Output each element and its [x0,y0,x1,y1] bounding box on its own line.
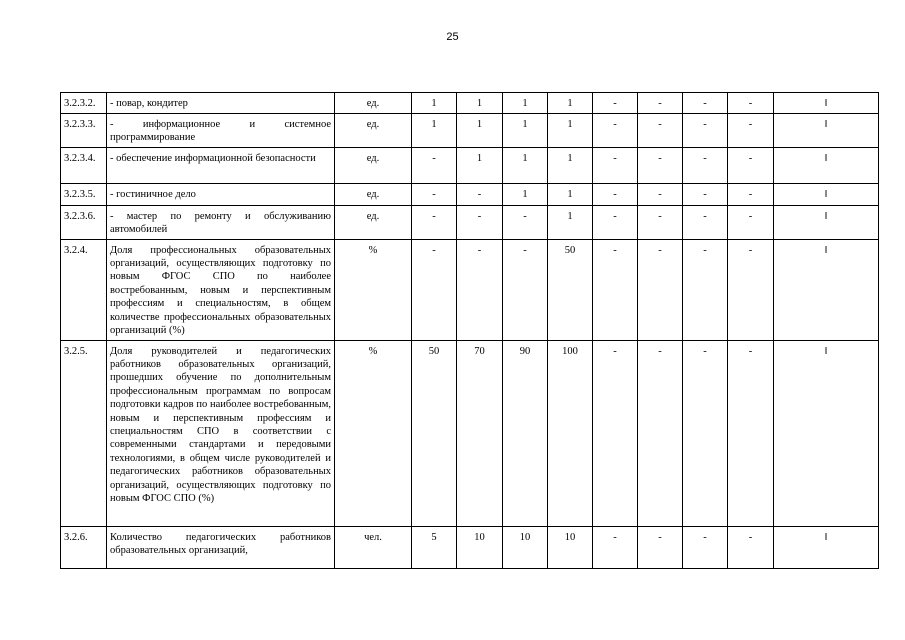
row-value-cell: 70 [457,340,503,526]
row-flag-cell: I [774,205,879,239]
row-value-cell: 10 [503,526,548,568]
row-flag-cell: I [774,93,879,114]
row-value-cell: - [728,183,774,205]
row-code-cell: 3.2.3.6. [61,205,107,239]
row-name-cell: Количество педагогических работников образовательных организаций, [107,526,335,568]
row-value-cell: - [683,239,728,340]
page-number: 25 [446,31,459,43]
row-name-cell: - обеспечение информационной безопасности [107,147,335,183]
row-value-cell: 1 [457,93,503,114]
row-value-cell: 1 [548,114,593,148]
row-value-cell: - [593,526,638,568]
row-value-cell: 1 [548,93,593,114]
row-unit-cell: ед. [335,183,412,205]
row-value-cell: - [457,205,503,239]
table-row [61,114,879,148]
row-value-cell: - [503,205,548,239]
row-value-cell: - [728,526,774,568]
row-value-cell: 5 [412,526,457,568]
row-value-cell: - [638,183,683,205]
row-value-cell: 1 [503,114,548,148]
row-value-cell: 1 [548,147,593,183]
row-flag-cell: I [774,526,879,568]
row-name-cell: Доля руководителей и педагогических работников образовательных организаций, прошедших обучение по дополнительным профессиональным программам по вопросам подготовки кадров по наиболее востребованным, новым и перспективным профессиям и специальностям СПО в соответствии с современными стандартами и передовыми технологиями, в общем числе руководителей и педагогических работников образовательных организаций, осуществляющих подготовку по новым ФГОС СПО (%) [107,340,335,526]
row-value-cell: - [683,526,728,568]
row-name-cell: Доля профессиональных образовательных организаций, осуществляющих подготовку по новым ФГОС СПО по наиболее востребованным, новым и перспективным профессиям и специальностям, в общем количестве профессиональных образовательных организаций (%) [107,239,335,340]
row-value-cell: - [593,205,638,239]
row-unit-cell: ед. [335,114,412,148]
row-value-cell: - [728,147,774,183]
row-value-cell: 1 [412,93,457,114]
row-value-cell: - [683,205,728,239]
row-value-cell: - [412,147,457,183]
row-value-cell: - [638,114,683,148]
row-code-cell: 3.2.5. [61,340,107,526]
table-row [61,205,879,239]
row-name-cell: - гостиничное дело [107,183,335,205]
row-value-cell: - [728,340,774,526]
row-value-cell: - [593,93,638,114]
table-row [61,93,879,114]
row-value-cell: - [638,147,683,183]
row-value-cell: - [412,239,457,340]
row-value-cell: - [638,205,683,239]
indicators-table [60,92,879,569]
row-flag-cell: I [774,239,879,340]
row-unit-cell: % [335,239,412,340]
row-value-cell: 50 [548,239,593,340]
row-value-cell: 1 [412,114,457,148]
row-value-cell: - [412,205,457,239]
row-value-cell: 90 [503,340,548,526]
table-row [61,183,879,205]
row-value-cell: - [412,183,457,205]
row-value-cell: - [683,114,728,148]
row-name-cell: - информационное и системное программирование [107,114,335,148]
row-value-cell: - [593,114,638,148]
row-unit-cell: ед. [335,205,412,239]
row-value-cell: - [728,239,774,340]
row-value-cell: 100 [548,340,593,526]
row-value-cell: - [683,93,728,114]
row-value-cell: - [593,147,638,183]
row-code-cell: 3.2.3.4. [61,147,107,183]
row-code-cell: 3.2.3.5. [61,183,107,205]
table-row [61,147,879,183]
row-value-cell: - [683,147,728,183]
row-flag-cell: I [774,147,879,183]
row-value-cell: 10 [548,526,593,568]
row-value-cell: 1 [503,183,548,205]
row-code-cell: 3.2.3.3. [61,114,107,148]
row-value-cell: - [593,183,638,205]
row-value-cell: 1 [548,183,593,205]
row-value-cell: 1 [457,147,503,183]
row-value-cell: 10 [457,526,503,568]
row-name-cell: - мастер по ремонту и обслуживанию автомобилей [107,205,335,239]
row-value-cell: - [503,239,548,340]
row-value-cell: - [593,239,638,340]
row-code-cell: 3.2.6. [61,526,107,568]
row-unit-cell: ед. [335,93,412,114]
row-flag-cell: I [774,340,879,526]
row-value-cell: - [638,340,683,526]
row-value-cell: 1 [503,93,548,114]
row-value-cell: 50 [412,340,457,526]
row-value-cell: - [728,205,774,239]
row-value-cell: - [457,239,503,340]
row-name-cell: - повар, кондитер [107,93,335,114]
row-value-cell: - [638,239,683,340]
row-value-cell: 1 [548,205,593,239]
row-unit-cell: % [335,340,412,526]
table-row [61,526,879,568]
row-value-cell: - [638,93,683,114]
row-value-cell: 1 [503,147,548,183]
row-value-cell: - [683,183,728,205]
table-row [61,340,879,526]
row-unit-cell: ед. [335,147,412,183]
row-value-cell: - [457,183,503,205]
row-value-cell: - [593,340,638,526]
row-unit-cell: чел. [335,526,412,568]
table-row [61,239,879,340]
row-flag-cell: I [774,114,879,148]
row-value-cell: - [638,526,683,568]
row-value-cell: - [728,93,774,114]
row-code-cell: 3.2.3.2. [61,93,107,114]
row-value-cell: 1 [457,114,503,148]
row-value-cell: - [683,340,728,526]
row-code-cell: 3.2.4. [61,239,107,340]
row-value-cell: - [728,114,774,148]
row-flag-cell: I [774,183,879,205]
